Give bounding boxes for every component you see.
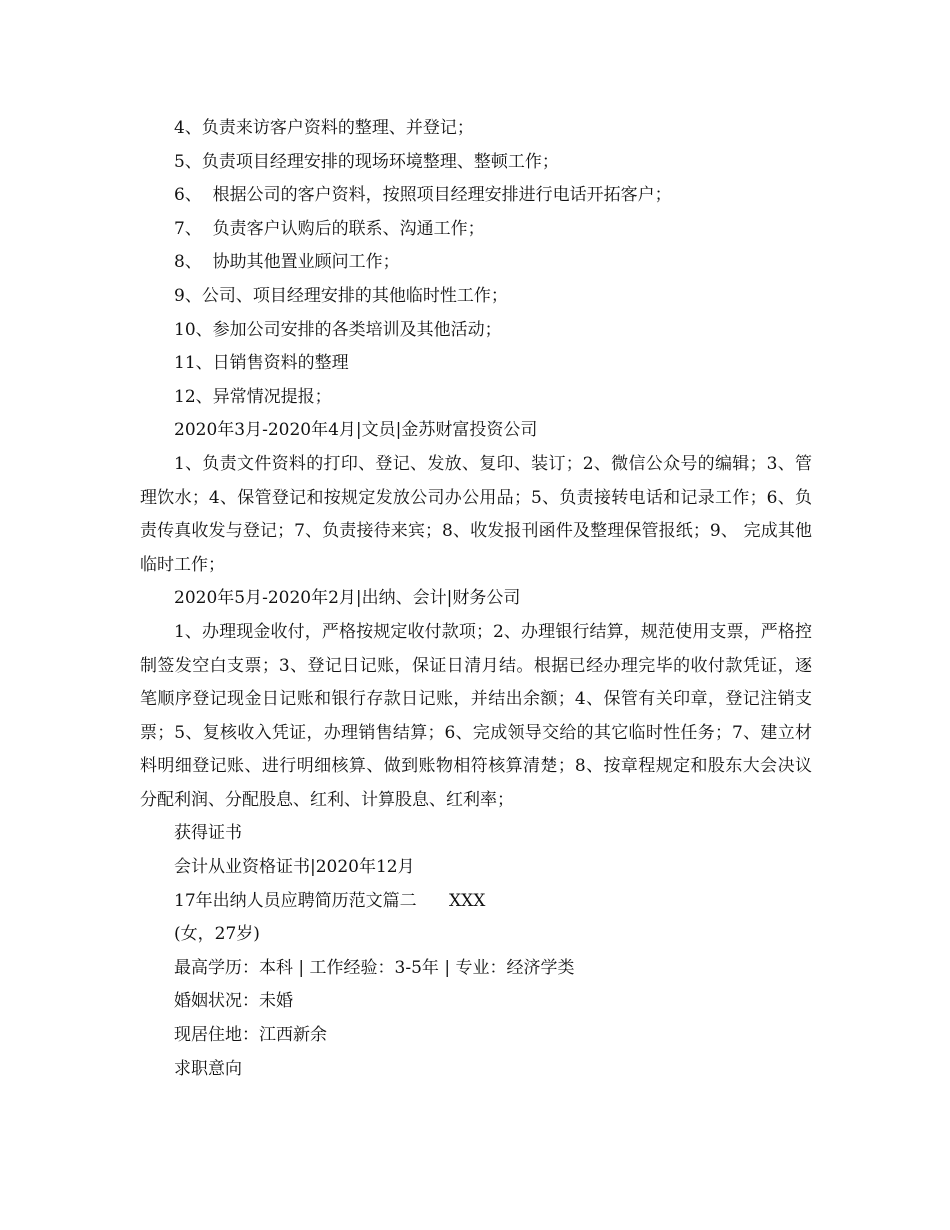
duty-line-9: 9、公司、项目经理安排的其他临时性工作；: [174, 285, 508, 306]
resume2-title: 17年出纳人员应聘简历范文篇二 XXX: [174, 890, 486, 911]
resume2-marital: 婚姻状况：未婚: [174, 991, 293, 1012]
duty-line-5: 5、负责项目经理安排的现场环境整理、整顿工作；: [174, 151, 559, 172]
job2-header: 2020年5月-2020年2月|出纳、会计|财务公司: [174, 588, 521, 609]
resume2-education: 最高学历：本科 | 工作经验：3-5年 | 专业：经济学类: [174, 957, 575, 978]
duty-line-12: 12、异常情况提报；: [174, 386, 332, 407]
duty-line-10: 10、参加公司安排的各类培训及其他活动；: [174, 319, 502, 340]
duty-line-8: 8、 协助其他置业顾问工作；: [174, 252, 400, 273]
job1-header: 2020年3月-2020年4月|文员|金苏财富投资公司: [174, 420, 538, 441]
cert-item: 会计从业资格证书|2020年12月: [174, 857, 415, 878]
duty-line-6: 6、 根据公司的客户资料，按照项目经理安排进行电话开拓客户；: [174, 185, 672, 206]
resume2-residence: 现居住地：江西新余: [174, 1025, 327, 1046]
job2-duties: 1、办理现金收付，严格按规定收付款项；2、办理银行结算，规范使用支票，严格控制签发空白支票；3、登记日记账，保证日清月结。根据已经办理完毕的收付款凭证，逐笔顺序登记现金日记账和银行存款日记账，并结出余额；4、保管有关印章，登记注销支票；5、复核收入凭证，办理销售结算；6、完成领导交给的其它临时性任务；7、建立材料明细登记账、进行明细核算、做到账物相符核算清楚；8、按章程规定和股东大会决议分配利润、分配股息、红利、计算股息、红利率；: [140, 621, 812, 810]
cert-heading: 获得证书: [174, 823, 242, 844]
resume2-intent: 求职意向: [174, 1058, 242, 1079]
job1-duties: 1、负责文件资料的打印、登记、发放、复印、装订；2、微信公众号的编辑；3、管理饮水；4、保管登记和按规定发放公司办公用品；5、负责接转电话和记录工作；6、负责传真收发与登记；7、负责接待来宾；8、收发报刊函件及整理保管报纸；9、 完成其他临时工作；: [140, 453, 812, 575]
document-body: [140, 112, 812, 1086]
duty-line-4: 4、负责来访客户资料的整理、并登记；: [174, 118, 474, 138]
resume2-gender-age: (女，27岁): [174, 924, 260, 945]
duty-line-7: 7、 负责客户认购后的联系、沟通工作；: [174, 218, 485, 239]
duty-line-11: 11、日销售资料的整理: [174, 353, 349, 374]
